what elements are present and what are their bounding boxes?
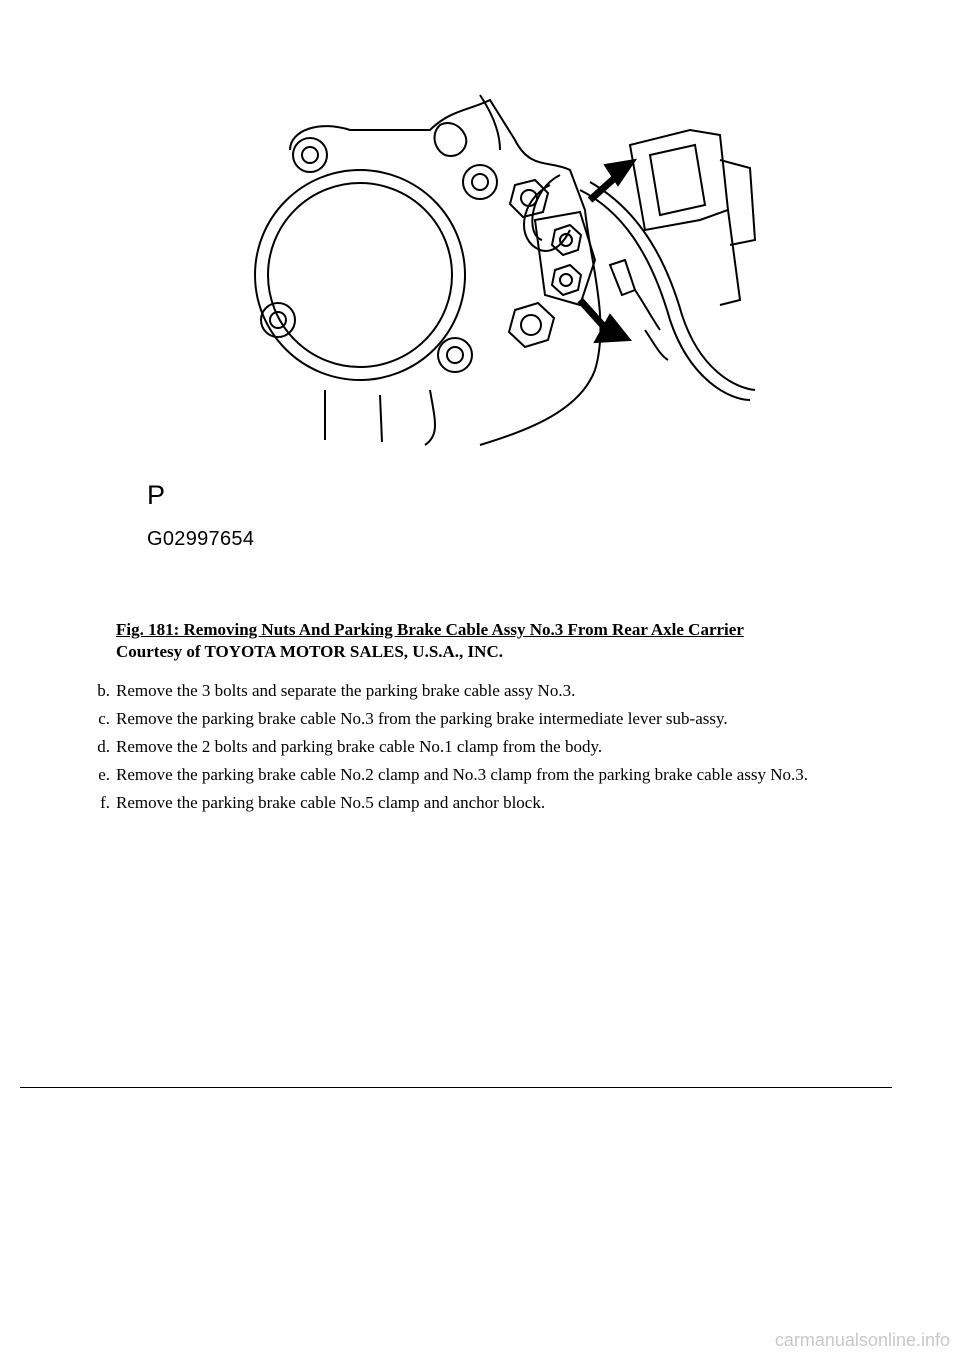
figure-code: G02997654 [147, 528, 255, 550]
figure-caption [116, 619, 896, 663]
page-divider [20, 1087, 892, 1088]
step-marker: c. [98, 709, 110, 728]
step-text: Remove the parking brake cable No.2 clamp and No.3 clamp from the parking brake cable assy No.3. [116, 765, 809, 784]
watermark: carmanualsonline.info [774, 1330, 950, 1350]
step-text: Remove the parking brake cable No.3 from the parking brake intermediate lever sub-assy. [116, 709, 728, 728]
list-item [60, 708, 880, 730]
caption-title-link[interactable]: Fig. 181: Removing Nuts And Parking Brake Cable Assy No.3 From Rear Axle Carrier [116, 620, 744, 639]
step-marker: b. [97, 681, 110, 700]
step-marker: f. [100, 793, 110, 812]
list-item [60, 736, 880, 758]
step-marker: d. [97, 737, 110, 756]
list-item [60, 680, 880, 702]
list-item [60, 792, 880, 814]
illustration-rear-axle-carrier [250, 90, 770, 455]
step-text: Remove the 3 bolts and separate the parking brake cable assy No.3. [116, 681, 576, 700]
list-item [60, 764, 880, 786]
procedure-steps [60, 680, 880, 820]
caption-credit: Courtesy of TOYOTA MOTOR SALES, U.S.A., INC. [116, 642, 503, 661]
step-marker: e. [98, 765, 110, 784]
step-text: Remove the parking brake cable No.5 clamp and anchor block. [116, 793, 546, 812]
step-text: Remove the 2 bolts and parking brake cable No.1 clamp from the body. [116, 737, 603, 756]
figure-letter: P [147, 480, 166, 510]
